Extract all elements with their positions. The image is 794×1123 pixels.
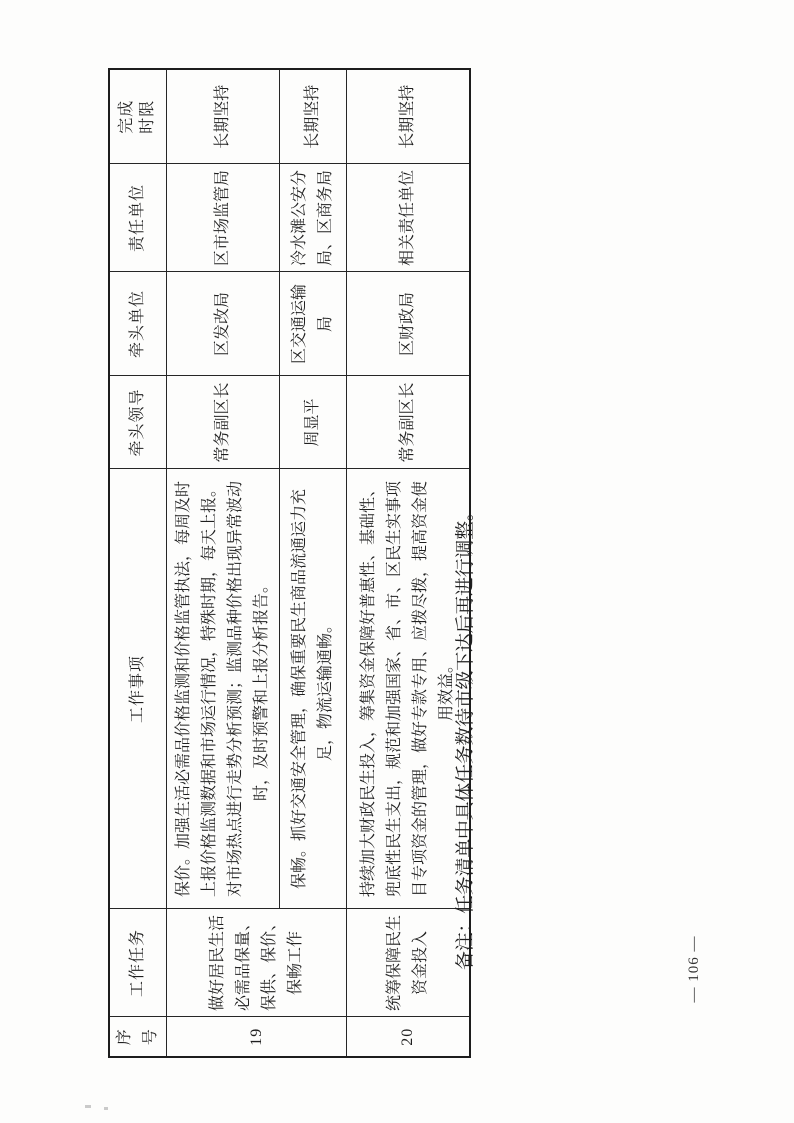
cell-leader-19b: 周显平: [280, 376, 347, 469]
cell-responsible-unit-20: 相关责任单位: [347, 164, 470, 272]
cell-deadline-19a: 长期坚持: [167, 69, 280, 164]
page-number: — 106 —: [686, 935, 702, 1003]
scan-speck: [104, 1107, 108, 1110]
cell-item-19b: 保畅。抓好交通安全管理，确保重要民生商品流通运力充足，物流运输通畅。: [280, 469, 347, 909]
cell-task-20: 统筹保障民生资金投入: [347, 909, 470, 1017]
header-responsible-unit: 责任单位: [109, 164, 167, 272]
header-task: 工作任务: [109, 909, 167, 1017]
table-row: [167, 69, 280, 1057]
cell-leader-19a: 常务副区长: [167, 376, 280, 469]
header-item: 工作事项: [109, 469, 167, 909]
header-serial: 序号: [109, 1017, 167, 1057]
footnote: 备注：任务清单中具体任务数待市级下达后再进行调整。: [455, 502, 476, 970]
cell-lead-unit-20: 区财政局: [347, 272, 470, 376]
scan-speck: [85, 1105, 91, 1108]
cell-serial-20: 20: [347, 1017, 470, 1057]
cell-lead-unit-19a: 区发改局: [167, 272, 280, 376]
cell-deadline-19b: 长期坚持: [280, 69, 347, 164]
cell-deadline-20: 长期坚持: [347, 69, 470, 164]
cell-lead-unit-19b: 区交通运输局: [280, 272, 347, 376]
cell-responsible-unit-19b: 冷水滩公安分局、区商务局: [280, 164, 347, 272]
cell-item-19a: 保价。加强生活必需品价格监测和价格监管执法，每周及时上报价格监测数据和市场运行情况，特殊时期，每天上报。对市场热点进行走势分析预测；监测品种价格出现异常波动时，及时预警和上报分析报告。: [167, 469, 280, 909]
table-row: [280, 69, 347, 1057]
header-deadline: [109, 69, 167, 164]
cell-item-20: 持续加大财政民生投入，筹集资金保障好普惠性、基础性、兜底性民生支出，规范和加强国家、省、市、区民生实事项目专项资金的管理，做好专款专用、应拨尽拨，提高资金使用效益。: [347, 469, 470, 909]
header-deadline-text: 完成时限: [117, 99, 156, 134]
task-list-table: [108, 68, 471, 1058]
cell-responsible-unit-19a: 区市场监管局: [167, 164, 280, 272]
table-row: [347, 69, 470, 1057]
table-header-row: [109, 69, 167, 1057]
cell-serial-19: 19: [167, 1017, 347, 1057]
cell-leader-20: 常务副区长: [347, 376, 470, 469]
cell-task-19: 做好居民生活必需品保量、保供、保价、保畅工作: [167, 909, 347, 1017]
header-lead-unit: 牵头单位: [109, 272, 167, 376]
header-leader: 牵头领导: [109, 376, 167, 469]
